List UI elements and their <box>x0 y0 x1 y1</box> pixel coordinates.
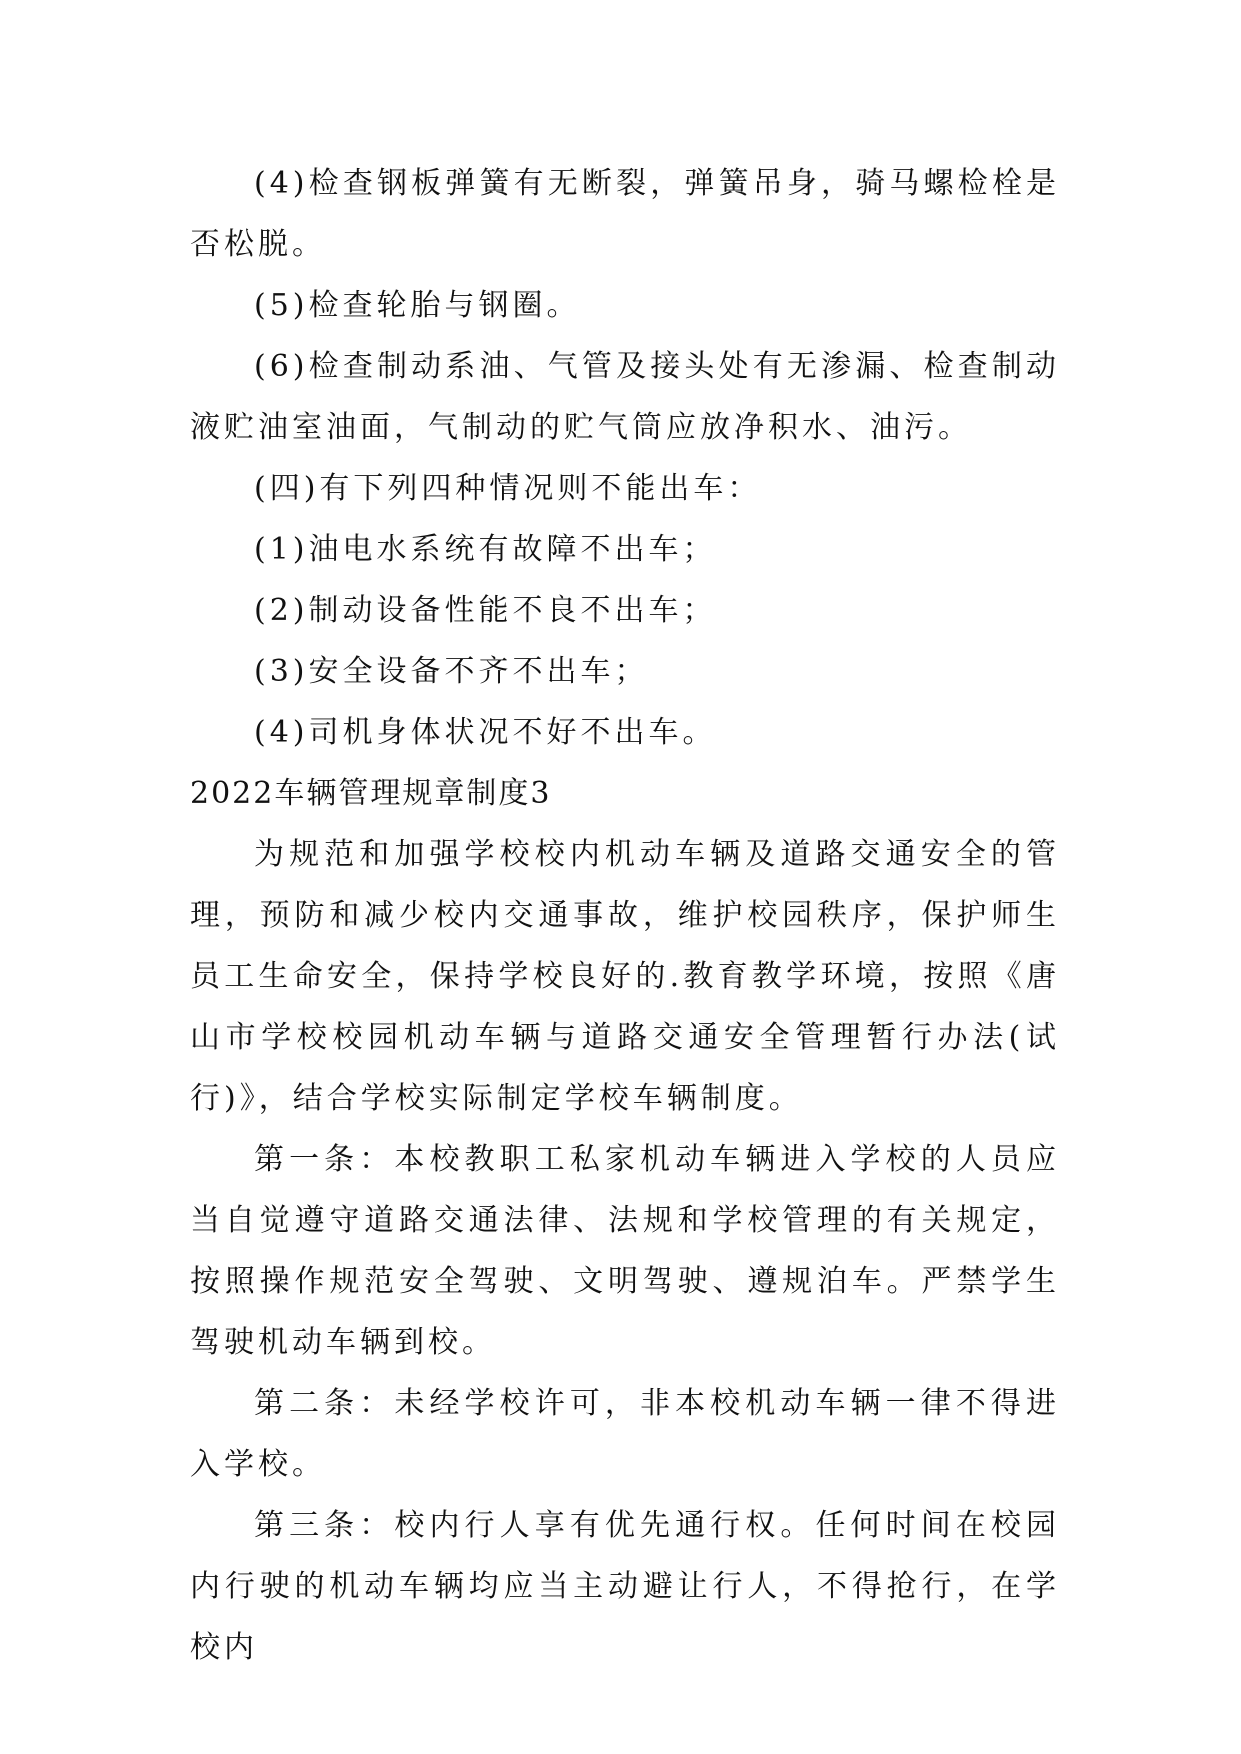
paragraph-no-departure-conditions: (四)有下列四种情况则不能出车： <box>254 471 762 506</box>
paragraph-article-1: 第一条：本校教职工私家机动车辆进入学校的人员应当自觉遵守道路交通法律、法规和学校管理的有关规定，按照操作规范安全驾驶、文明驾驶、遵规泊车。严禁学生驾驶机动车辆到校。 <box>190 1142 1060 1360</box>
list-item-safety-equipment: (3)安全设备不齐不出车； <box>254 654 649 689</box>
document-body <box>190 153 1060 1678</box>
paragraph-article-3: 第三条：校内行人享有优先通行权。任何时间在校园内行驶的机动车辆均应当主动避让行人，不得抢行，在学校内 <box>190 1508 1060 1665</box>
list-item-brake-performance: (2)制动设备性能不良不出车； <box>254 593 717 628</box>
list-item-fluid-system: (1)油电水系统有故障不出车； <box>254 532 717 567</box>
paragraph-check-leaf-spring: (4)检查钢板弹簧有无断裂，弹簧吊身，骑马螺检栓是否松脱。 <box>190 166 1060 262</box>
list-item-driver-health: (4)司机身体状况不好不出车。 <box>254 715 717 750</box>
paragraph-check-tires: (5)检查轮胎与钢圈。 <box>254 288 581 323</box>
paragraph-preamble: 为规范和加强学校校内机动车辆及道路交通安全的管理，预防和减少校内交通事故，维护校园秩序，保护师生员工生命安全，保持学校良好的.教育教学环境，按照《唐山市学校校园机动车辆与道路交通安全管理暂行办法(试行)》，结合学校实际制定学校车辆制度。 <box>190 837 1060 1116</box>
paragraph-article-2: 第二条：未经学校许可，非本校机动车辆一律不得进入学校。 <box>190 1386 1060 1482</box>
section-heading: 2022车辆管理规章制度3 <box>190 776 552 811</box>
paragraph-check-brake-system: (6)检查制动系油、气管及接头处有无渗漏、检查制动液贮油室油面，气制动的贮气筒应放净积水、油污。 <box>190 349 1060 445</box>
